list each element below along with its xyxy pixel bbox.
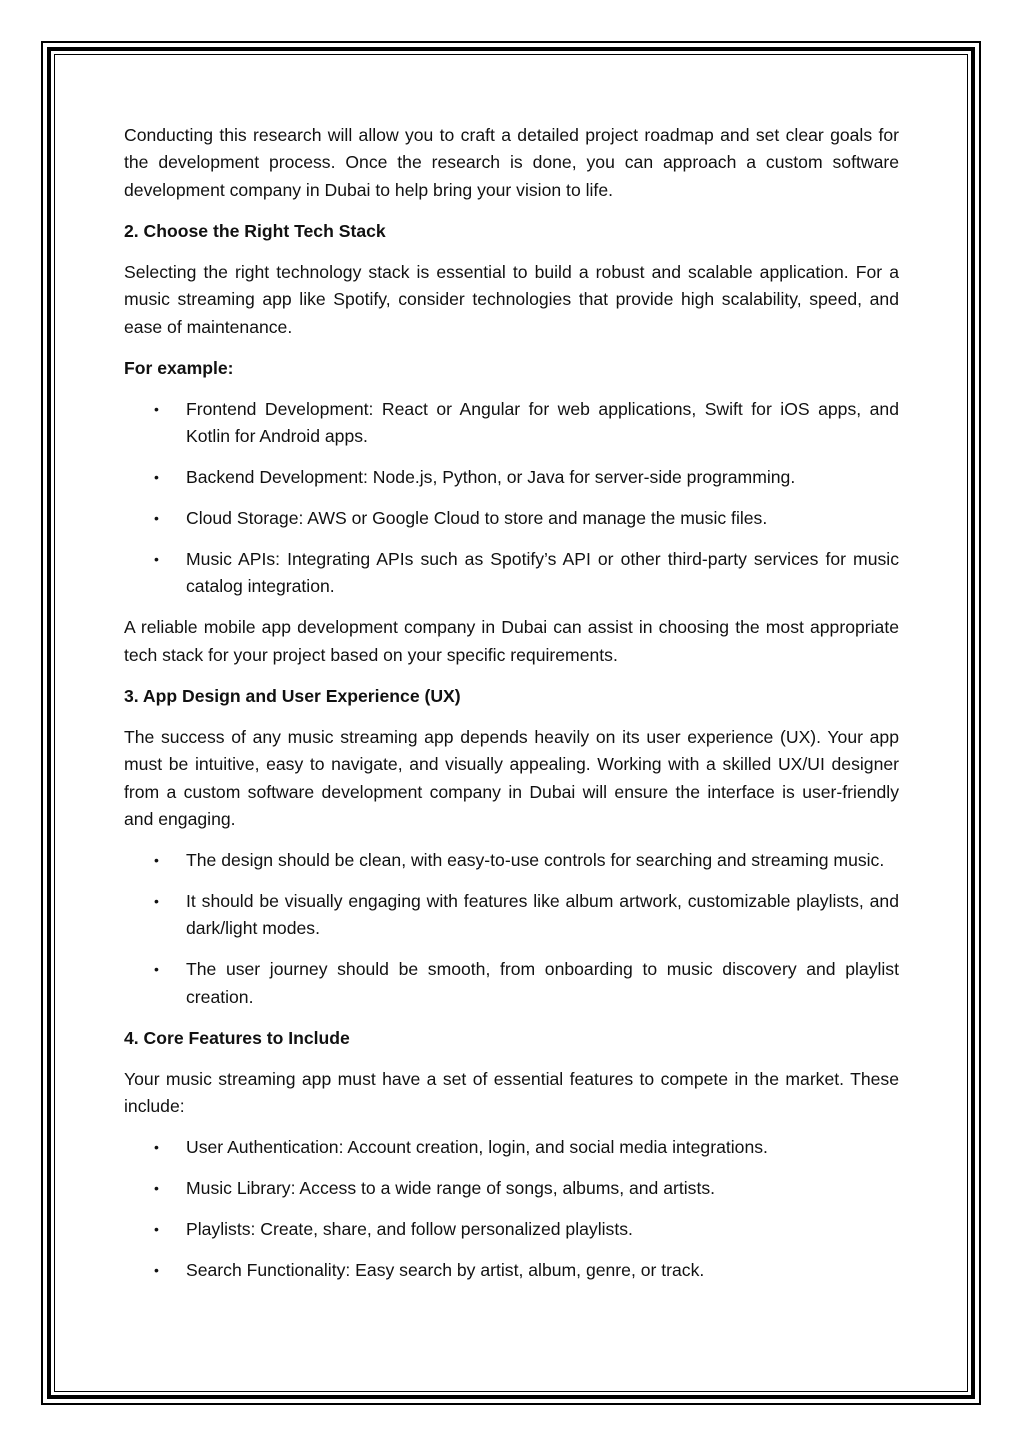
document-body	[124, 122, 899, 1298]
section-3-paragraph: The success of any music streaming app depends heavily on its user experience (UX). Your app must be intuitive, easy to navigate, and visually appealing. Working with a skilled UX/UI designer from a custom software development company in Dubai will ensure the interface is user-friendly and engaging.	[124, 726, 899, 830]
bullet-icon: •	[154, 852, 159, 869]
section-4-paragraph: Your music streaming app must have a set of essential features to compete in the market. These include:	[124, 1068, 899, 1117]
list-item	[124, 546, 899, 601]
bullet-icon: •	[154, 893, 159, 910]
section-2-heading: 2. Choose the Right Tech Stack	[124, 220, 386, 241]
list-item	[124, 1257, 899, 1284]
list-item-text: Music APIs: Integrating APIs such as Spotify’s API or other third-party services for music catalog integration.	[186, 549, 899, 597]
bullet-icon: •	[154, 961, 159, 978]
list-item	[124, 1216, 899, 1243]
features-list	[124, 1134, 899, 1284]
list-item-text: Playlists: Create, share, and follow personalized playlists.	[186, 1219, 633, 1240]
bullet-icon: •	[154, 510, 159, 527]
section-3-heading: 3. App Design and User Experience (UX)	[124, 685, 461, 706]
bullet-icon: •	[154, 400, 159, 417]
bullet-icon: •	[154, 551, 159, 568]
bullet-icon: •	[154, 1180, 159, 1197]
list-item	[124, 1134, 899, 1161]
list-item	[124, 464, 899, 491]
list-item-text: User Authentication: Account creation, login, and social media integrations.	[186, 1137, 768, 1158]
list-item-text: The design should be clean, with easy-to-use controls for searching and streaming music.	[186, 850, 885, 871]
list-item-text: Backend Development: Node.js, Python, or Java for server-side programming.	[186, 467, 796, 488]
bullet-icon: •	[154, 1139, 159, 1156]
list-item	[124, 396, 899, 451]
bullet-icon: •	[154, 469, 159, 486]
intro-paragraph: Conducting this research will allow you to craft a detailed project roadmap and set clear goals for the development process. Once the research is done, you can approach a custom software development company in Dubai to help bring your vision to life.	[124, 125, 899, 200]
list-item-text: Cloud Storage: AWS or Google Cloud to store and manage the music files.	[186, 508, 768, 529]
list-item	[124, 888, 899, 943]
list-item-text: The user journey should be smooth, from onboarding to music discovery and playlist creation.	[186, 959, 899, 1007]
design-list	[124, 847, 899, 1011]
list-item-text: It should be visually engaging with features like album artwork, customizable playlists, and dark/light modes.	[186, 891, 899, 939]
section-2-closing: A reliable mobile app development company in Dubai can assist in choosing the most appropriate tech stack for your project based on your specific requirements.	[124, 617, 899, 665]
tech-stack-list	[124, 396, 899, 601]
list-item-text: Search Functionality: Easy search by artist, album, genre, or track.	[186, 1260, 705, 1281]
list-item	[124, 847, 899, 874]
list-item	[124, 956, 899, 1011]
example-label: For example:	[124, 357, 234, 378]
section-4-heading: 4. Core Features to Include	[124, 1027, 350, 1048]
list-item-text: Frontend Development: React or Angular for web applications, Swift for iOS apps, and Kotlin for Android apps.	[186, 398, 899, 447]
section-2-paragraph: Selecting the right technology stack is essential to build a robust and scalable application. For a music streaming app like Spotify, consider technologies that provide high scalability, speed, and ease of maintenance.	[124, 261, 899, 337]
list-item-text: Music Library: Access to a wide range of songs, albums, and artists.	[186, 1178, 716, 1199]
bullet-icon: •	[154, 1221, 159, 1238]
list-item	[124, 1175, 899, 1202]
bullet-icon: •	[154, 1262, 159, 1279]
list-item	[124, 505, 899, 532]
